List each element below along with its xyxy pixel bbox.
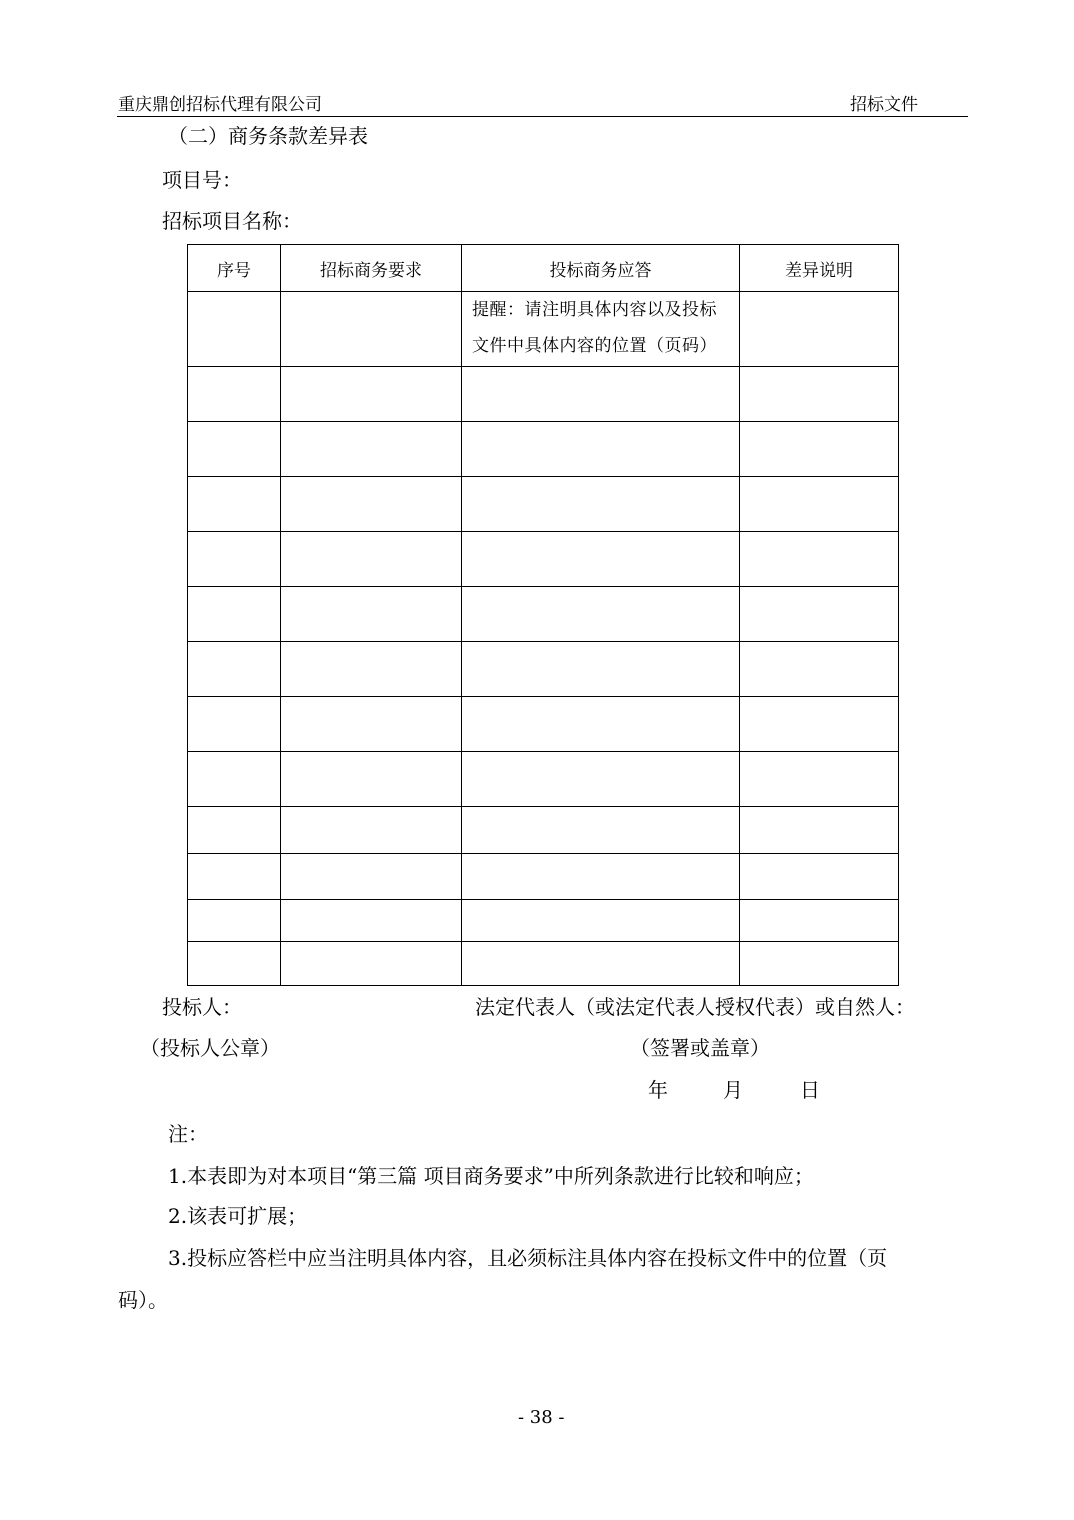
- table-row: [188, 422, 899, 477]
- note-item-3: 3.投标应答栏中应当注明具体内容，且必须标注具体内容在投标文件中的位置（页: [168, 1246, 888, 1270]
- header-rule: [117, 116, 968, 117]
- table-row: [188, 367, 899, 422]
- col-header-response: 投标商务应答: [462, 245, 740, 292]
- business-deviation-table: [187, 244, 899, 986]
- table-row: [188, 477, 899, 532]
- col-header-deviation: 差异说明: [740, 245, 899, 292]
- sign-seal-label: （签署或盖章）: [630, 1036, 770, 1060]
- page-number: - 38 -: [518, 1407, 565, 1428]
- note-item-1: 1.本表即为对本项目“第三篇 项目商务要求”中所列条款进行比较和响应；: [168, 1164, 814, 1188]
- table-row: [188, 532, 899, 587]
- table-row: [188, 942, 899, 986]
- date-year: 年: [648, 1078, 668, 1102]
- table-row: [188, 642, 899, 697]
- col-header-requirement: 招标商务要求: [281, 245, 462, 292]
- bidder-seal-label: （投标人公章）: [140, 1036, 280, 1060]
- note-item-3-cont: 码）。: [118, 1288, 168, 1312]
- project-no-label: 项目号：: [162, 168, 242, 192]
- bidder-label: 投标人：: [162, 995, 242, 1019]
- section-title: （二）商务条款差异表: [168, 124, 368, 148]
- table-row: [188, 292, 899, 367]
- date-month: 月: [723, 1078, 743, 1102]
- table-row: [188, 854, 899, 900]
- header-doc-type: 招标文件: [850, 95, 918, 115]
- col-header-no: 序号: [188, 245, 281, 292]
- table-row: [188, 697, 899, 752]
- table-row: [188, 807, 899, 854]
- reminder-note: 提醒：请注明具体内容以及投标文件中具体内容的位置（页码）: [462, 292, 740, 367]
- table-row: [188, 900, 899, 942]
- date-day: 日: [800, 1078, 820, 1102]
- table-header-row: [188, 245, 899, 292]
- note-item-2: 2.该表可扩展；: [168, 1204, 308, 1228]
- legal-rep-label: 法定代表人（或法定代表人授权代表）或自然人：: [475, 995, 915, 1019]
- header-company: 重庆鼎创招标代理有限公司: [118, 95, 322, 115]
- project-name-label: 招标项目名称：: [162, 209, 302, 233]
- notes-title: 注：: [168, 1122, 208, 1146]
- table-row: [188, 587, 899, 642]
- table-row: [188, 752, 899, 807]
